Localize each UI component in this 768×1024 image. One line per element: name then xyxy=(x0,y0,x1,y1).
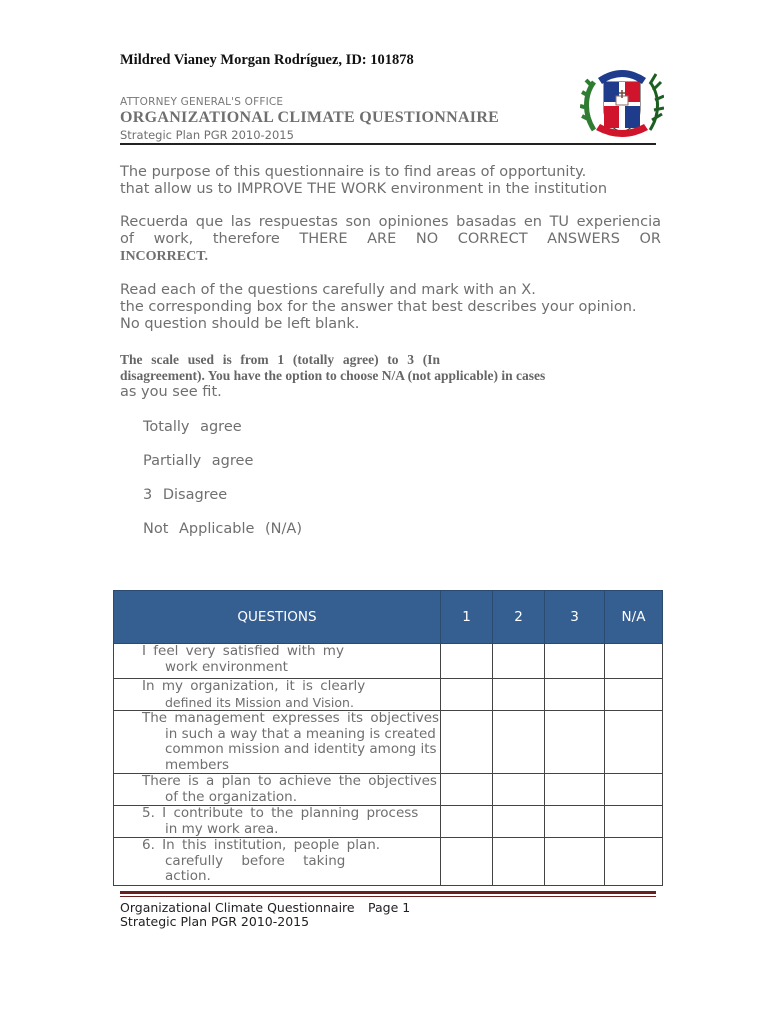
answer-cell-1[interactable] xyxy=(441,838,493,886)
page-number: Page 1 xyxy=(368,900,411,915)
table-row xyxy=(114,644,663,679)
question-cell xyxy=(114,838,441,886)
reminder-paragraph xyxy=(120,214,661,265)
question-cell xyxy=(114,806,441,838)
footer-subtitle: Strategic Plan PGR 2010-2015 xyxy=(120,914,310,929)
answer-cell-1[interactable] xyxy=(441,644,493,679)
question-cell xyxy=(114,644,441,679)
reminder-line-2: of work, therefore THERE ARE NO CORRECT ANSWERS OR xyxy=(120,231,661,247)
question-text-cont: in my work area. xyxy=(165,820,279,837)
question-text-cont: action. xyxy=(165,868,211,884)
question-text-cont: carefully before taking xyxy=(165,852,346,869)
questions-table xyxy=(113,590,663,886)
table-row xyxy=(114,838,663,886)
header-1: 1 xyxy=(441,591,493,644)
scale-option-not-applicable: Not Applicable (N/A) xyxy=(143,521,302,537)
table-row xyxy=(114,711,663,774)
answer-cell-3[interactable] xyxy=(545,806,605,838)
scale-explanation-paragraph xyxy=(120,352,661,401)
table-row xyxy=(114,806,663,838)
answer-cell-2[interactable] xyxy=(493,774,545,806)
answer-cell-2[interactable] xyxy=(493,679,545,711)
answer-cell-2[interactable] xyxy=(493,644,545,679)
question-text: There is a plan to achieve the objectives xyxy=(142,773,437,789)
question-text-cont: common mission and identity among its xyxy=(165,741,437,757)
question-text-cont: of the organization. xyxy=(165,788,297,805)
instructions-line-2: the corresponding box for the answer that best describes your opinion. xyxy=(120,299,637,315)
answer-cell-3[interactable] xyxy=(545,711,605,774)
question-text-cont: in such a way that a meaning is created xyxy=(165,725,436,742)
footer-divider-thin xyxy=(120,896,656,897)
scale-line-1: The scale used is from 1 (totally agree) to 3 (In xyxy=(120,352,440,367)
question-text: In my organization, it is clearly xyxy=(142,678,366,694)
answer-cell-na[interactable] xyxy=(605,644,663,679)
table-row xyxy=(114,774,663,806)
question-text: 6. In this institution, people plan. xyxy=(142,837,381,853)
header-divider xyxy=(120,143,656,145)
scale-option-totally-agree: Totally agree xyxy=(143,419,242,435)
header-3: 3 xyxy=(545,591,605,644)
answer-cell-3[interactable] xyxy=(545,679,605,711)
scale-option-disagree: 3 Disagree xyxy=(143,487,228,503)
instructions-line-3: No question should be left blank. xyxy=(120,316,360,332)
answer-cell-3[interactable] xyxy=(545,774,605,806)
answer-cell-1[interactable] xyxy=(441,774,493,806)
document-title: ORGANIZATIONAL CLIMATE QUESTIONNAIRE xyxy=(120,109,500,126)
office-name: ATTORNEY GENERAL'S OFFICE xyxy=(120,96,284,108)
question-cell xyxy=(114,774,441,806)
question-text-cont: defined its Mission and Vision. xyxy=(165,694,354,710)
answer-cell-na[interactable] xyxy=(605,711,663,774)
reminder-line-1: Recuerda que las respuestas son opiniones basadas en TU experiencia xyxy=(120,214,661,230)
answer-cell-2[interactable] xyxy=(493,711,545,774)
answer-cell-na[interactable] xyxy=(605,806,663,838)
header-questions: QUESTIONS xyxy=(114,591,441,644)
footer-divider xyxy=(120,891,656,894)
question-text-cont: members xyxy=(165,756,230,773)
answer-cell-1[interactable] xyxy=(441,679,493,711)
answer-cell-1[interactable] xyxy=(441,711,493,774)
scale-line-2: disagreement). You have the option to choose N/A (not applicable) in cases xyxy=(120,368,546,383)
header-na: N/A xyxy=(605,591,663,644)
scale-line-3: as you see fit. xyxy=(120,384,222,400)
answer-cell-2[interactable] xyxy=(493,838,545,886)
purpose-line-1: The purpose of this questionnaire is to find areas of opportunity. xyxy=(120,164,587,180)
answer-cell-1[interactable] xyxy=(441,806,493,838)
scale-option-partially-agree: Partially agree xyxy=(143,453,254,469)
purpose-line-2: that allow us to IMPROVE THE WORK environment in the institution xyxy=(120,181,608,197)
answer-cell-na[interactable] xyxy=(605,679,663,711)
table-header-row xyxy=(114,591,663,644)
coat-of-arms-icon xyxy=(580,60,664,144)
question-text: 5. I contribute to the planning process xyxy=(142,805,419,821)
author-line: Mildred Vianey Morgan Rodríguez, ID: 101878 xyxy=(120,52,414,68)
answer-cell-3[interactable] xyxy=(545,838,605,886)
header-2: 2 xyxy=(493,591,545,644)
reminder-line-3: INCORRECT. xyxy=(120,249,209,264)
answer-cell-na[interactable] xyxy=(605,774,663,806)
question-text-cont: work environment xyxy=(165,658,288,675)
answer-cell-na[interactable] xyxy=(605,838,663,886)
question-text: The management expresses its objectives xyxy=(142,710,440,726)
purpose-paragraph xyxy=(120,164,661,198)
answer-cell-2[interactable] xyxy=(493,806,545,838)
instructions-line-1: Read each of the questions carefully and mark with an X. xyxy=(120,282,536,298)
instructions-paragraph xyxy=(120,282,661,333)
question-text: I feel very satisfied with my xyxy=(142,643,344,659)
question-cell xyxy=(114,679,441,711)
answer-cell-3[interactable] xyxy=(545,644,605,679)
question-cell xyxy=(114,711,441,774)
table-row xyxy=(114,679,663,711)
document-subtitle: Strategic Plan PGR 2010-2015 xyxy=(120,128,294,142)
footer-title: Organizational Climate Questionnaire xyxy=(120,900,355,915)
